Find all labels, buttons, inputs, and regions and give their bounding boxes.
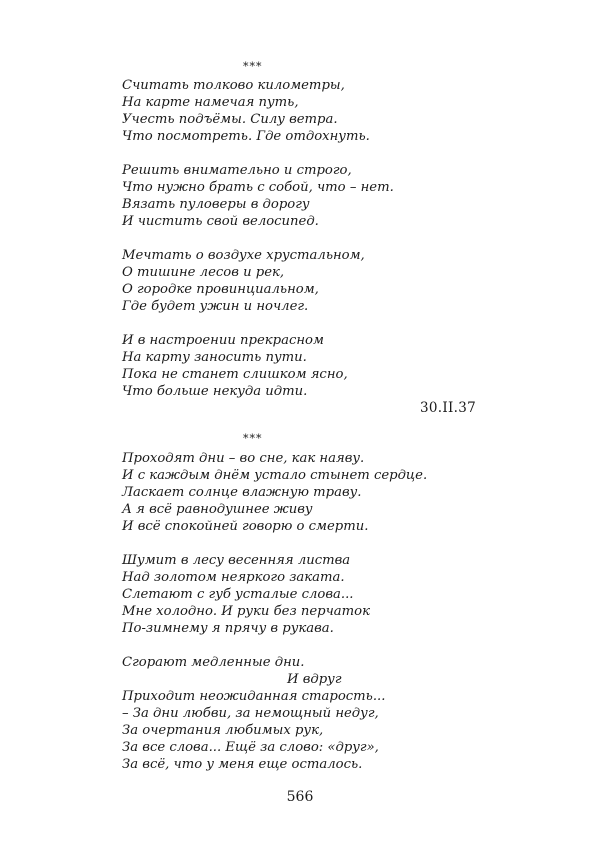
poem-line: Проходят дни – во сне, как наяву. [122,451,365,466]
poem-line: По-зимнему я прячу в рукава. [122,621,334,636]
poem-line: Ласкает солнце влажную траву. [122,485,362,500]
poem-line: О тишине лесов и рек, [122,265,285,280]
page-number: 566 [286,789,314,805]
poem-line: Слетают с губ усталые слова... [122,587,354,602]
poem-line: Где будет ужин и ночлег. [122,299,309,314]
poem-line: О городке провинциальном, [122,282,319,297]
poem-line: Мне холодно. И руки без перчаток [122,604,370,619]
poem-line: А я всё равнодушнее живу [122,502,313,517]
poem-line: Шумит в лесу весенняя листва [122,553,351,568]
poem-line: На карту заносить пути. [122,350,307,365]
poem-line: За все слова... Ещё за слово: «друг», [122,740,379,755]
poem-line: – За дни любви, за немощный недуг, [122,706,379,721]
poem-line: Что больше некуда идти. [122,384,308,399]
poem-line: И чистить свой велосипед. [122,214,319,229]
poem-line: И в настроении прекрасном [122,333,324,348]
section-separator: *** [243,432,263,445]
poem-line: Вязать пуловеры в дорогу [122,197,310,212]
poem-line: И всё спокойней говорю о смерти. [122,519,369,534]
poem-line: За всё, что у меня еще осталось. [122,757,363,772]
section-separator: *** [243,60,263,73]
poem-date: 30.II.37 [419,400,476,416]
poem-line: Сгорают медленные дни. [122,655,305,670]
poem-line: Учесть подъёмы. Силу ветра. [122,112,338,127]
poem-line: За очертания любимых рук, [122,723,324,738]
poem-line: И с каждым днём устало стынет сердце. [122,468,428,483]
poem-line: Приходит неожиданная старость... [122,689,386,704]
poem-line: На карте намечая путь, [122,95,299,110]
poem-line-indented: И вдруг [287,672,342,687]
poem-line: Решить внимательно и строго, [122,163,352,178]
poem-line: Считать толково километры, [122,78,345,93]
poem-line: Мечтать о воздухе хрустальном, [122,248,365,263]
poem-line: Над золотом неяркого заката. [122,570,345,585]
poem-line: Что нужно брать с собой, что – нет. [122,180,394,195]
poem-line: Пока не станет слишком ясно, [122,367,348,382]
poem-line: Что посмотреть. Где отдохнуть. [122,129,370,144]
